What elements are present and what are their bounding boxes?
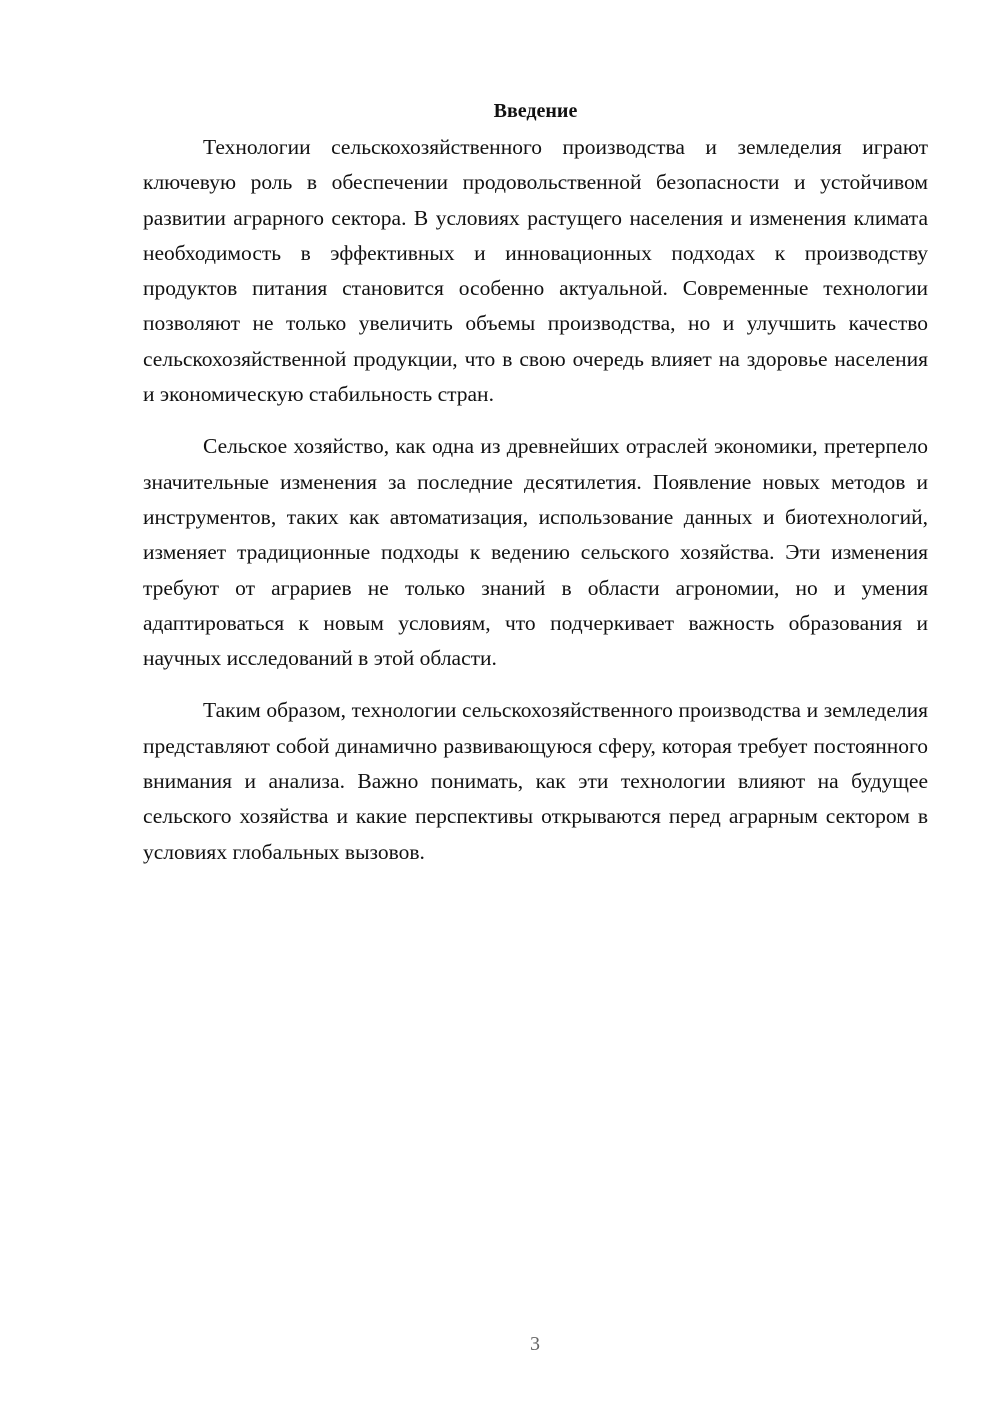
- paragraph-1: Технологии сельскохозяйственного производства и земледелия играют ключевую роль в обеспечении продовольственной безопасности и устойчивом развитии аграрного сектора. В условиях растущего населения и изменения климата необходимость в эффективных и инновационных подходах к производству продуктов питания становится особенно актуальной. Современные технологии позволяют не только увеличить объемы производства, но и улучшить качество сельскохозяйственной продукции, что в свою очередь влияет на здоровье населения и экономическую стабильность стран.: [143, 135, 928, 407]
- paragraph-3: Таким образом, технологии сельскохозяйственного производства и земледелия представляют собой динамично развивающуюся сферу, которая требует постоянного внимания и анализа. Важно понимать, как эти технологии влияют на будущее сельского хозяйства и какие перспективы открываются перед аграрным сектором в условиях глобальных вызовов.: [143, 698, 928, 864]
- page-content: [143, 96, 928, 887]
- section-heading: Введение: [493, 100, 578, 122]
- page-number: 3: [530, 1333, 540, 1355]
- paragraph-2: Сельское хозяйство, как одна из древнейших отраслей экономики, претерпело значительные изменения за последние десятилетия. Появление новых методов и инструментов, таких как автоматизация, использование данных и биотехнологий, изменяет традиционные подходы к ведению сельского хозяйства. Эти изменения требуют от аграриев не только знаний в области агрономии, но и умения адаптироваться к новым условиям, что подчеркивает важность образования и научных исследований в этой области.: [143, 434, 928, 671]
